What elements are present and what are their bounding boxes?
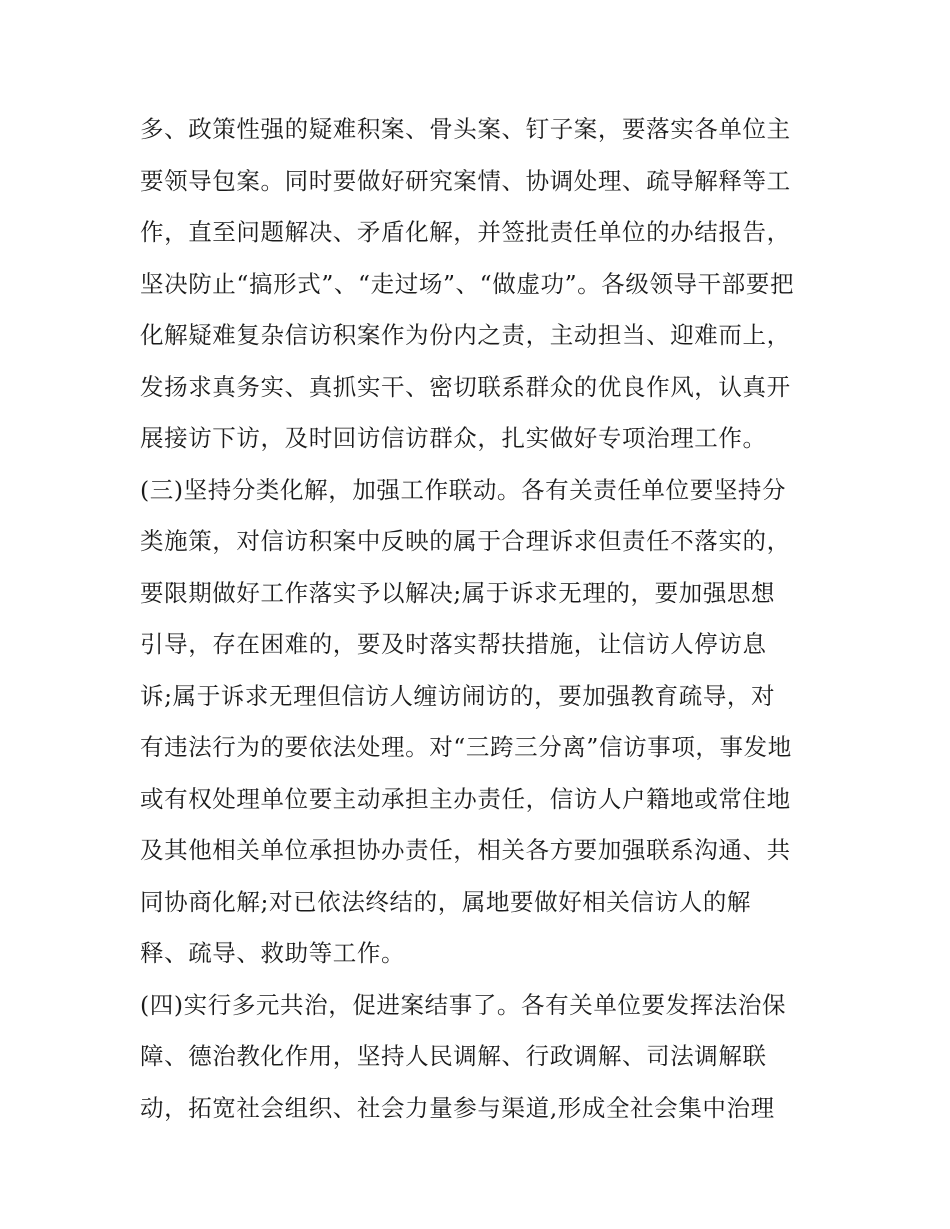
text-line: 障、德治教化作用，坚持人民调解、行政调解、司法调解联 [140, 1042, 767, 1070]
text-line: 化解疑难复杂信访积案作为份内之责，主动担当、迎难而上， [140, 321, 791, 349]
text-line: 作，直至问题解决、矛盾化解，并签批责任单位的办结报告， [140, 218, 791, 246]
text-line: 释、疏导、救助等工作。 [140, 939, 406, 967]
text-line: 要限期做好工作落实予以解决;属于诉求无理的，要加强思想 [140, 578, 776, 607]
text-line: 发扬求真务实、真抓实干、密切联系群众的优良作风，认真开 [140, 372, 791, 401]
text-line: 及其他相关单位承担协办责任，相关各方要加强联系沟通、共 [140, 836, 791, 864]
text-line: 诉;属于诉求无理但信访人缠访闹访的，要加强教育疏导，对 [140, 681, 776, 710]
section-heading-line: (四)实行多元共治，促进案结事了。各有关单位要发挥法治保 [140, 990, 787, 1019]
text-line: 展接访下访，及时回访信访群众，扎实做好专项治理工作。 [140, 424, 767, 452]
text-line: 动，拓宽社会组织、社会力量参与渠道,形成全社会集中治理 [140, 1093, 775, 1122]
text-line: 有违法行为的要依法处理。对“三跨三分离”信访事项，事发地 [140, 733, 792, 761]
text-line: 多、政策性强的疑难积案、骨头案、钉子案，要落实各单位主 [140, 115, 791, 143]
text-line: 引导，存在困难的，要及时落实帮扶措施，让信访人停访息 [140, 630, 767, 658]
text-line: 类施策，对信访积案中反映的属于合理诉求但责任不落实的， [140, 527, 791, 555]
body-text [140, 104, 830, 1134]
section-heading-line: (三)坚持分类化解，加强工作联动。各有关责任单位要坚持分 [140, 475, 787, 504]
text-line: 同协商化解;对已依法终结的，属地要做好相关信访人的解 [140, 887, 752, 916]
text-line: 坚决防止“搞形式”、“走过场”、“做虚功”。各级领导干部要把 [140, 269, 795, 298]
text-line: 要领导包案。同时要做好研究案情、协调处理、疏导解释等工 [140, 166, 791, 195]
text-line: 或有权处理单位要主动承担主办责任，信访人户籍地或常住地 [140, 784, 791, 813]
